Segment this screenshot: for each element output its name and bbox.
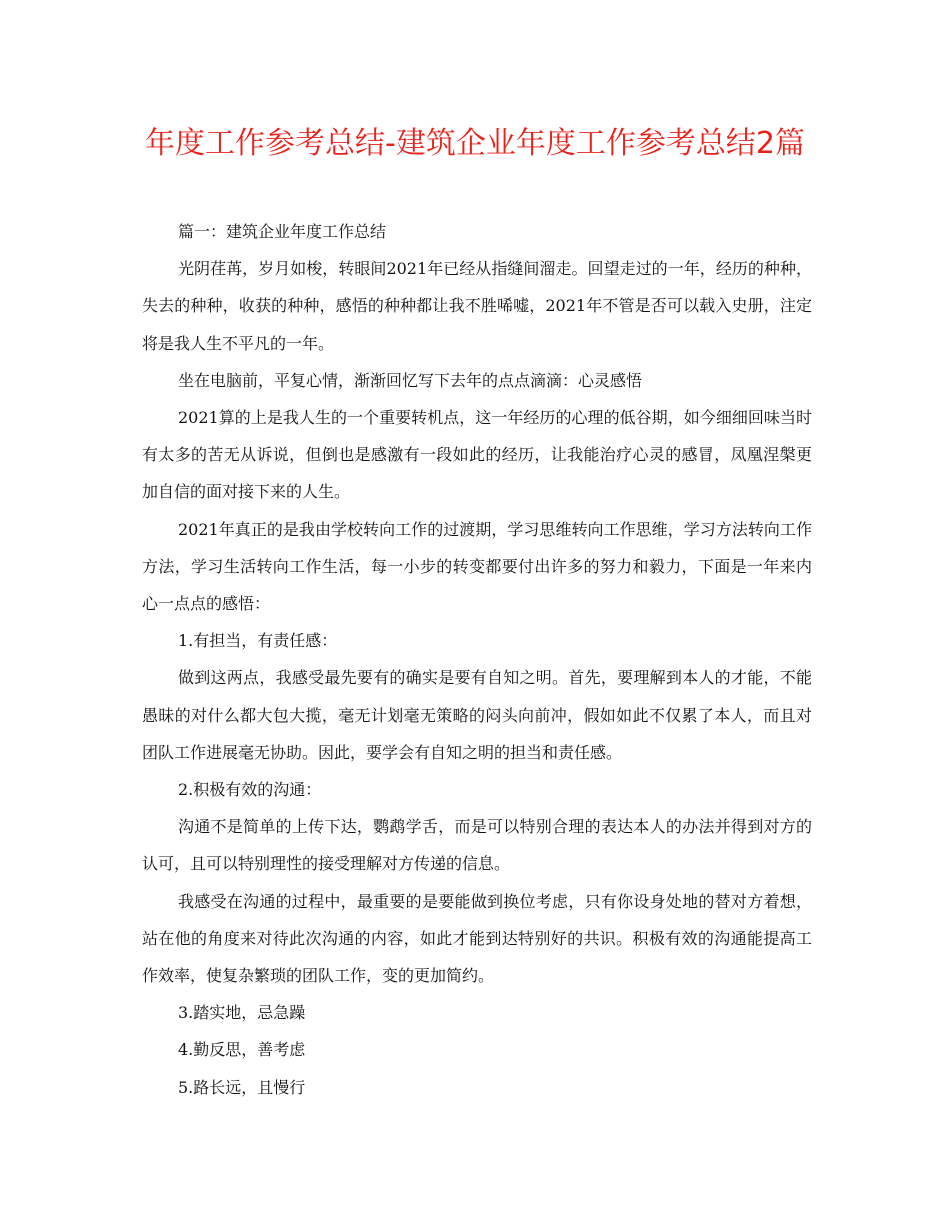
paragraph: 做到这两点，我感受最先要有的确实是要有自知之明。首先，要理解到本人的才能，不能愚昧的对什么都大包大揽，毫无计划毫无策略的闷头向前冲，假如如此不仅累了本人，而且对团队工作进展毫无协助。因此，要学会有自知之明的担当和责任感。: [142, 668, 812, 762]
list-heading: 1.有担当，有责任感：: [178, 631, 338, 651]
paragraph: 2021算的上是我人生的一个重要转机点，这一年经历的心理的低谷期，如今细细回味当时有太多的苦无从诉说，但倒也是感激有一段如此的经历，让我能治疗心灵的感冒，凤凰涅槃更加自信的面对接下来的人生。: [142, 408, 812, 502]
paragraph: 我感受在沟通的过程中，最重要的是要能做到换位考虑，只有你设身处地的替对方着想，站在他的角度来对待此次沟通的内容，如此才能到达特别好的共识。积极有效的沟通能提高工作效率，使复杂繁琐的团队工作，变的更加简约。: [142, 891, 812, 986]
section-heading: 篇一：建筑企业年度工作总结: [178, 222, 387, 241]
list-heading: 4.勤反思，善考虑: [178, 1040, 306, 1060]
list-heading: 5.路长远，且慢行: [178, 1077, 306, 1097]
paragraph: 光阴荏苒，岁月如梭，转眼间2021年已经从指缝间溜走。回望走过的一年，经历的种种，失去的种种，收获的种种，感悟的种种都让我不胜唏嘘，2021年不管是否可以载入史册，注定将是我人生不平凡的一年。: [142, 259, 812, 353]
paragraph: 坐在电脑前，平复心情，渐渐回忆写下去年的点点滴滴：心灵感悟: [178, 370, 643, 390]
paragraph: 2021年真正的是我由学校转向工作的过渡期，学习思维转向工作思维，学习方法转向工作方法，学习生活转向工作生活，每一小步的转变都要付出许多的努力和毅力，下面是一年来内心一点点的感悟：: [142, 519, 812, 614]
paragraph: 沟通不是简单的上传下达，鹦鹉学舌，而是可以特别合理的表达本人的办法并得到对方的认可，且可以特别理性的接受理解对方传递的信息。: [142, 817, 812, 874]
list-heading: 2.积极有效的沟通：: [178, 780, 322, 800]
document-body: [142, 213, 812, 1106]
list-heading: 3.踏实地，忌急躁: [178, 1003, 306, 1023]
document-title: 年度工作参考总结-建筑企业年度工作参考总结2篇: [145, 126, 805, 161]
